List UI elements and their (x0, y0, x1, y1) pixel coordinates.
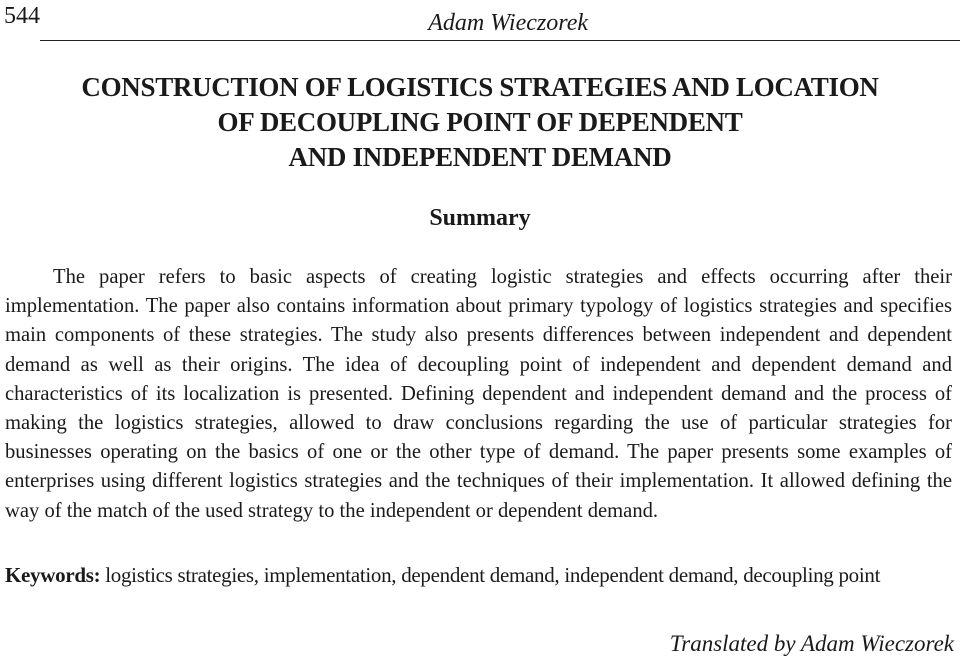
keywords-line (5, 561, 952, 590)
title-line: CONSTRUCTION OF LOGISTICS STRATEGIES AND LOCATION (81, 72, 879, 102)
translator-note: Translated by Adam Wieczorek (669, 631, 954, 656)
title-line: OF DECOUPLING POINT OF DEPENDENT (217, 107, 743, 137)
page-number: 544 (4, 3, 40, 29)
keywords-label: Keywords: (5, 563, 101, 587)
title-line: AND INDEPENDENT DEMAND (288, 142, 672, 172)
abstract-paragraph: The paper refers to basic aspects of creating logistic strategies and effects occurring after their implementation. The paper also contains information about primary typology of logistics strategies and specifies main components of these strategies. The study also presents differences between independent and dependent demand as well as their origins. The idea of decoupling point of independent and dependent demand and characteristics of its localization is presented. Defining dependent and independent demand and the process of making the logistics strategies, allowed to draw conclusions regarding the use of particular strategies for businesses operating on the basics of one or the other type of demand. The paper presents some examples of enterprises using different logistics strategies and the techniques of their implementation. It allowed defining the way of the match of the used strategy to the independent or dependent demand. (5, 266, 952, 522)
header-divider (40, 40, 960, 41)
article-title (20, 70, 940, 175)
running-header-author: Adam Wieczorek (428, 10, 588, 36)
summary-heading: Summary (429, 205, 531, 231)
page-header (0, 0, 960, 42)
keywords-text: logistics strategies, implementation, dependent demand, independent demand, decoupling point (105, 563, 881, 587)
